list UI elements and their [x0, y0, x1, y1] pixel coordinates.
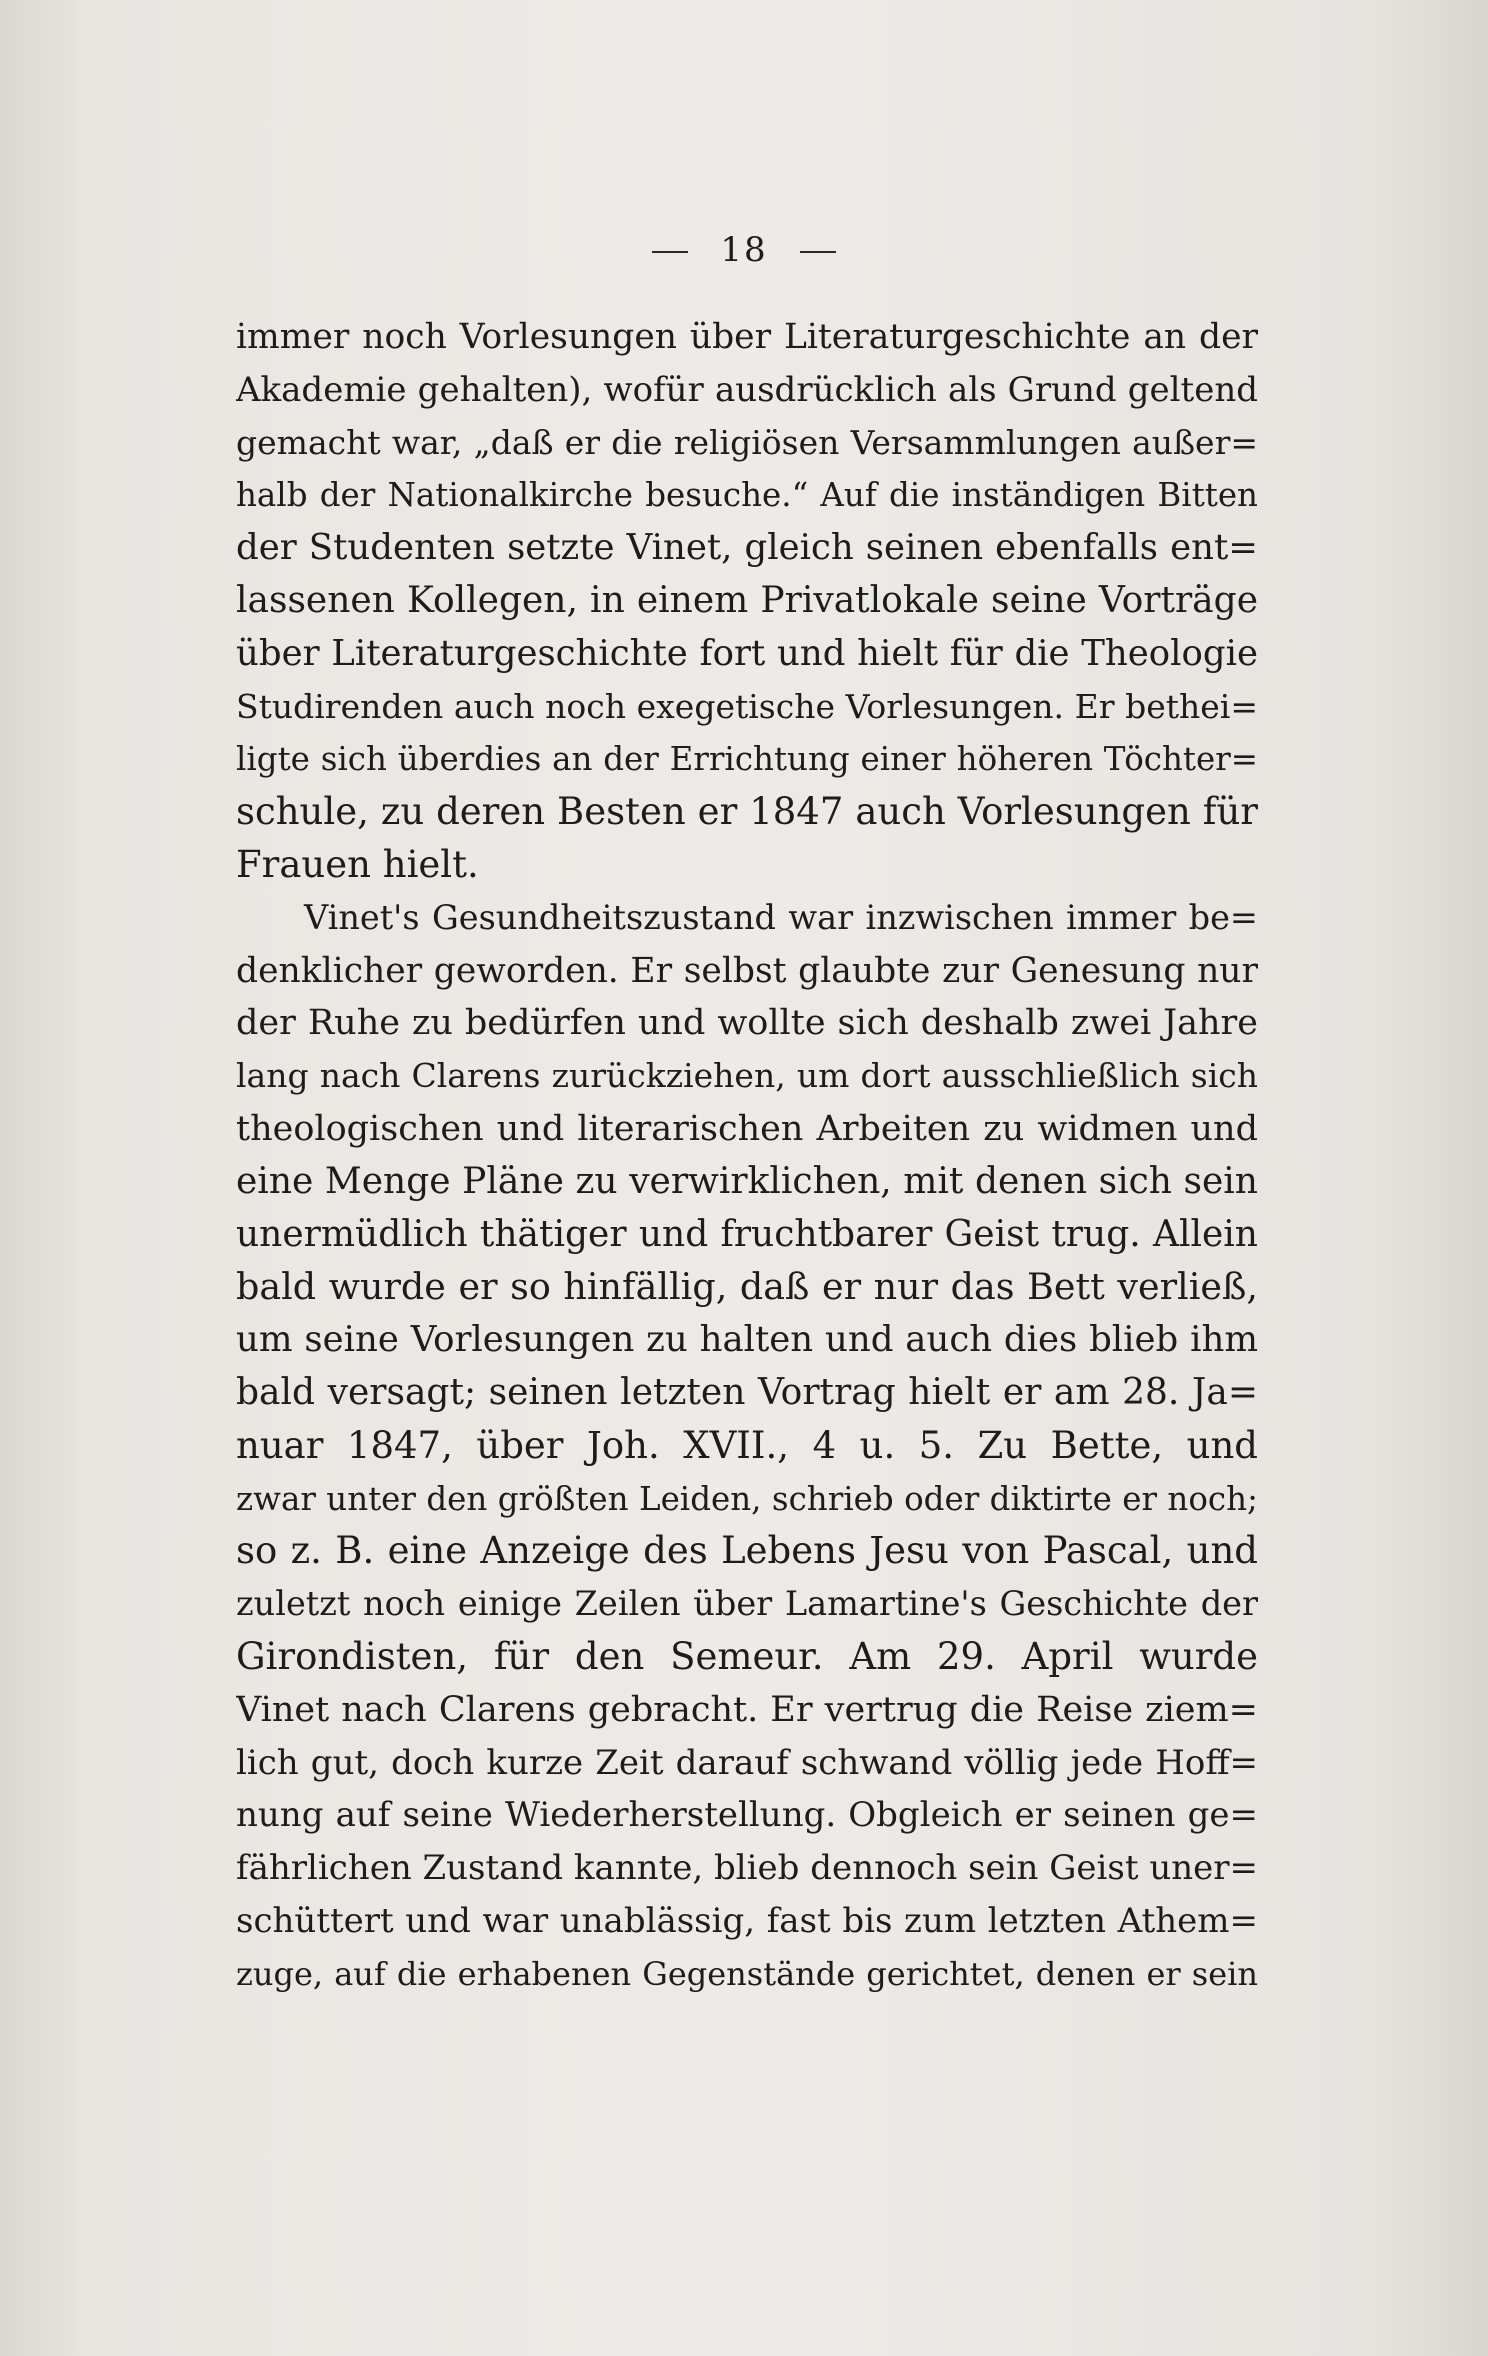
text-line: schüttert und war unablässig, fast bis zum letzten Athem=: [236, 1900, 1258, 1941]
paragraph-1: [236, 311, 1258, 892]
text-line: Vinet's Gesundheitszustand war inzwischen immer be=: [304, 897, 1258, 937]
text-line: Vinet nach Clarens gebracht. Er vertrug die Reise ziem=: [236, 1689, 1258, 1730]
text-line: bald versagt; seinen letzten Vortrag hielt er am 28. Ja=: [236, 1371, 1258, 1413]
text-line: unermüdlich thätiger und fruchtbarer Geist trug. Allein: [236, 1213, 1258, 1255]
text-line: zwar unter den größten Leiden, schrieb oder diktirte er noch;: [236, 1479, 1258, 1518]
text-line: um seine Vorlesungen zu halten und auch dies blieb ihm: [236, 1319, 1258, 1361]
left-dash: [652, 251, 688, 253]
text-line: schule, zu deren Besten er 1847 auch Vorlesungen für: [236, 790, 1258, 834]
text-line: zuge, auf die erhabenen Gegenstände gerichtet, denen er sein: [236, 1954, 1258, 1993]
text-line: Studirenden auch noch exegetische Vorlesungen. Er bethei=: [236, 686, 1258, 726]
text-line: gemacht war, „daß er die religiösen Versammlungen außer=: [236, 422, 1258, 462]
text-line: bald wurde er so hinfällig, daß er nur das Bett verließ,: [236, 1265, 1258, 1309]
page-header: [0, 226, 1488, 274]
text-line: Frauen hielt.: [236, 842, 479, 886]
text-line: nuar 1847, über Joh. XVII., 4 u. 5. Zu Bette, und: [236, 1423, 1258, 1467]
text-line: so z. B. eine Anzeige des Lebens Jesu von Pascal, und: [236, 1529, 1258, 1573]
text-line: über Literaturgeschichte fort und hielt für die Theologie: [236, 632, 1258, 674]
text-line: ligte sich überdies an der Errichtung einer höheren Töchter=: [236, 740, 1258, 779]
text-line: lassenen Kollegen, in einem Privatlokale seine Vorträge: [236, 579, 1258, 621]
text-line: Akademie gehalten), wofür ausdrücklich als Grund geltend: [236, 369, 1258, 410]
text-line: Girondisten, für den Semeur. Am 29. April wurde: [236, 1634, 1258, 1678]
text-line: theologischen und literarischen Arbeiten zu widmen und: [236, 1108, 1258, 1149]
text-line: halb der Nationalkirche besuche.“ Auf die inständigen Bitten: [236, 476, 1258, 515]
text-line: fährlichen Zustand kannte, blieb dennoch sein Geist uner=: [236, 1848, 1258, 1889]
page-number: 18: [720, 230, 768, 270]
text-line: lang nach Clarens zurückziehen, um dort ausschließlich sich: [236, 1056, 1258, 1096]
right-dash: [800, 251, 836, 253]
text-line: nung auf seine Wiederherstellung. Obgleich er seinen ge=: [236, 1795, 1258, 1836]
text-line: lich gut, doch kurze Zeit darauf schwand völlig jede Hoff=: [236, 1742, 1258, 1783]
text-line: der Ruhe zu bedürfen und wollte sich deshalb zwei Jahre: [236, 1003, 1258, 1044]
paragraph-2: [236, 892, 1258, 2001]
body-text: [236, 311, 1258, 2001]
text-line: immer noch Vorlesungen über Literaturgeschichte an der: [236, 317, 1258, 357]
text-line: der Studenten setzte Vinet, gleich seinen ebenfalls ent=: [236, 527, 1258, 569]
text-line: zuletzt noch einige Zeilen über Lamartine's Geschichte der: [236, 1584, 1258, 1624]
text-line: eine Menge Pläne zu verwirklichen, mit denen sich sein: [236, 1160, 1258, 1202]
text-line: denklicher geworden. Er selbst glaubte zur Genesung nur: [236, 950, 1258, 991]
